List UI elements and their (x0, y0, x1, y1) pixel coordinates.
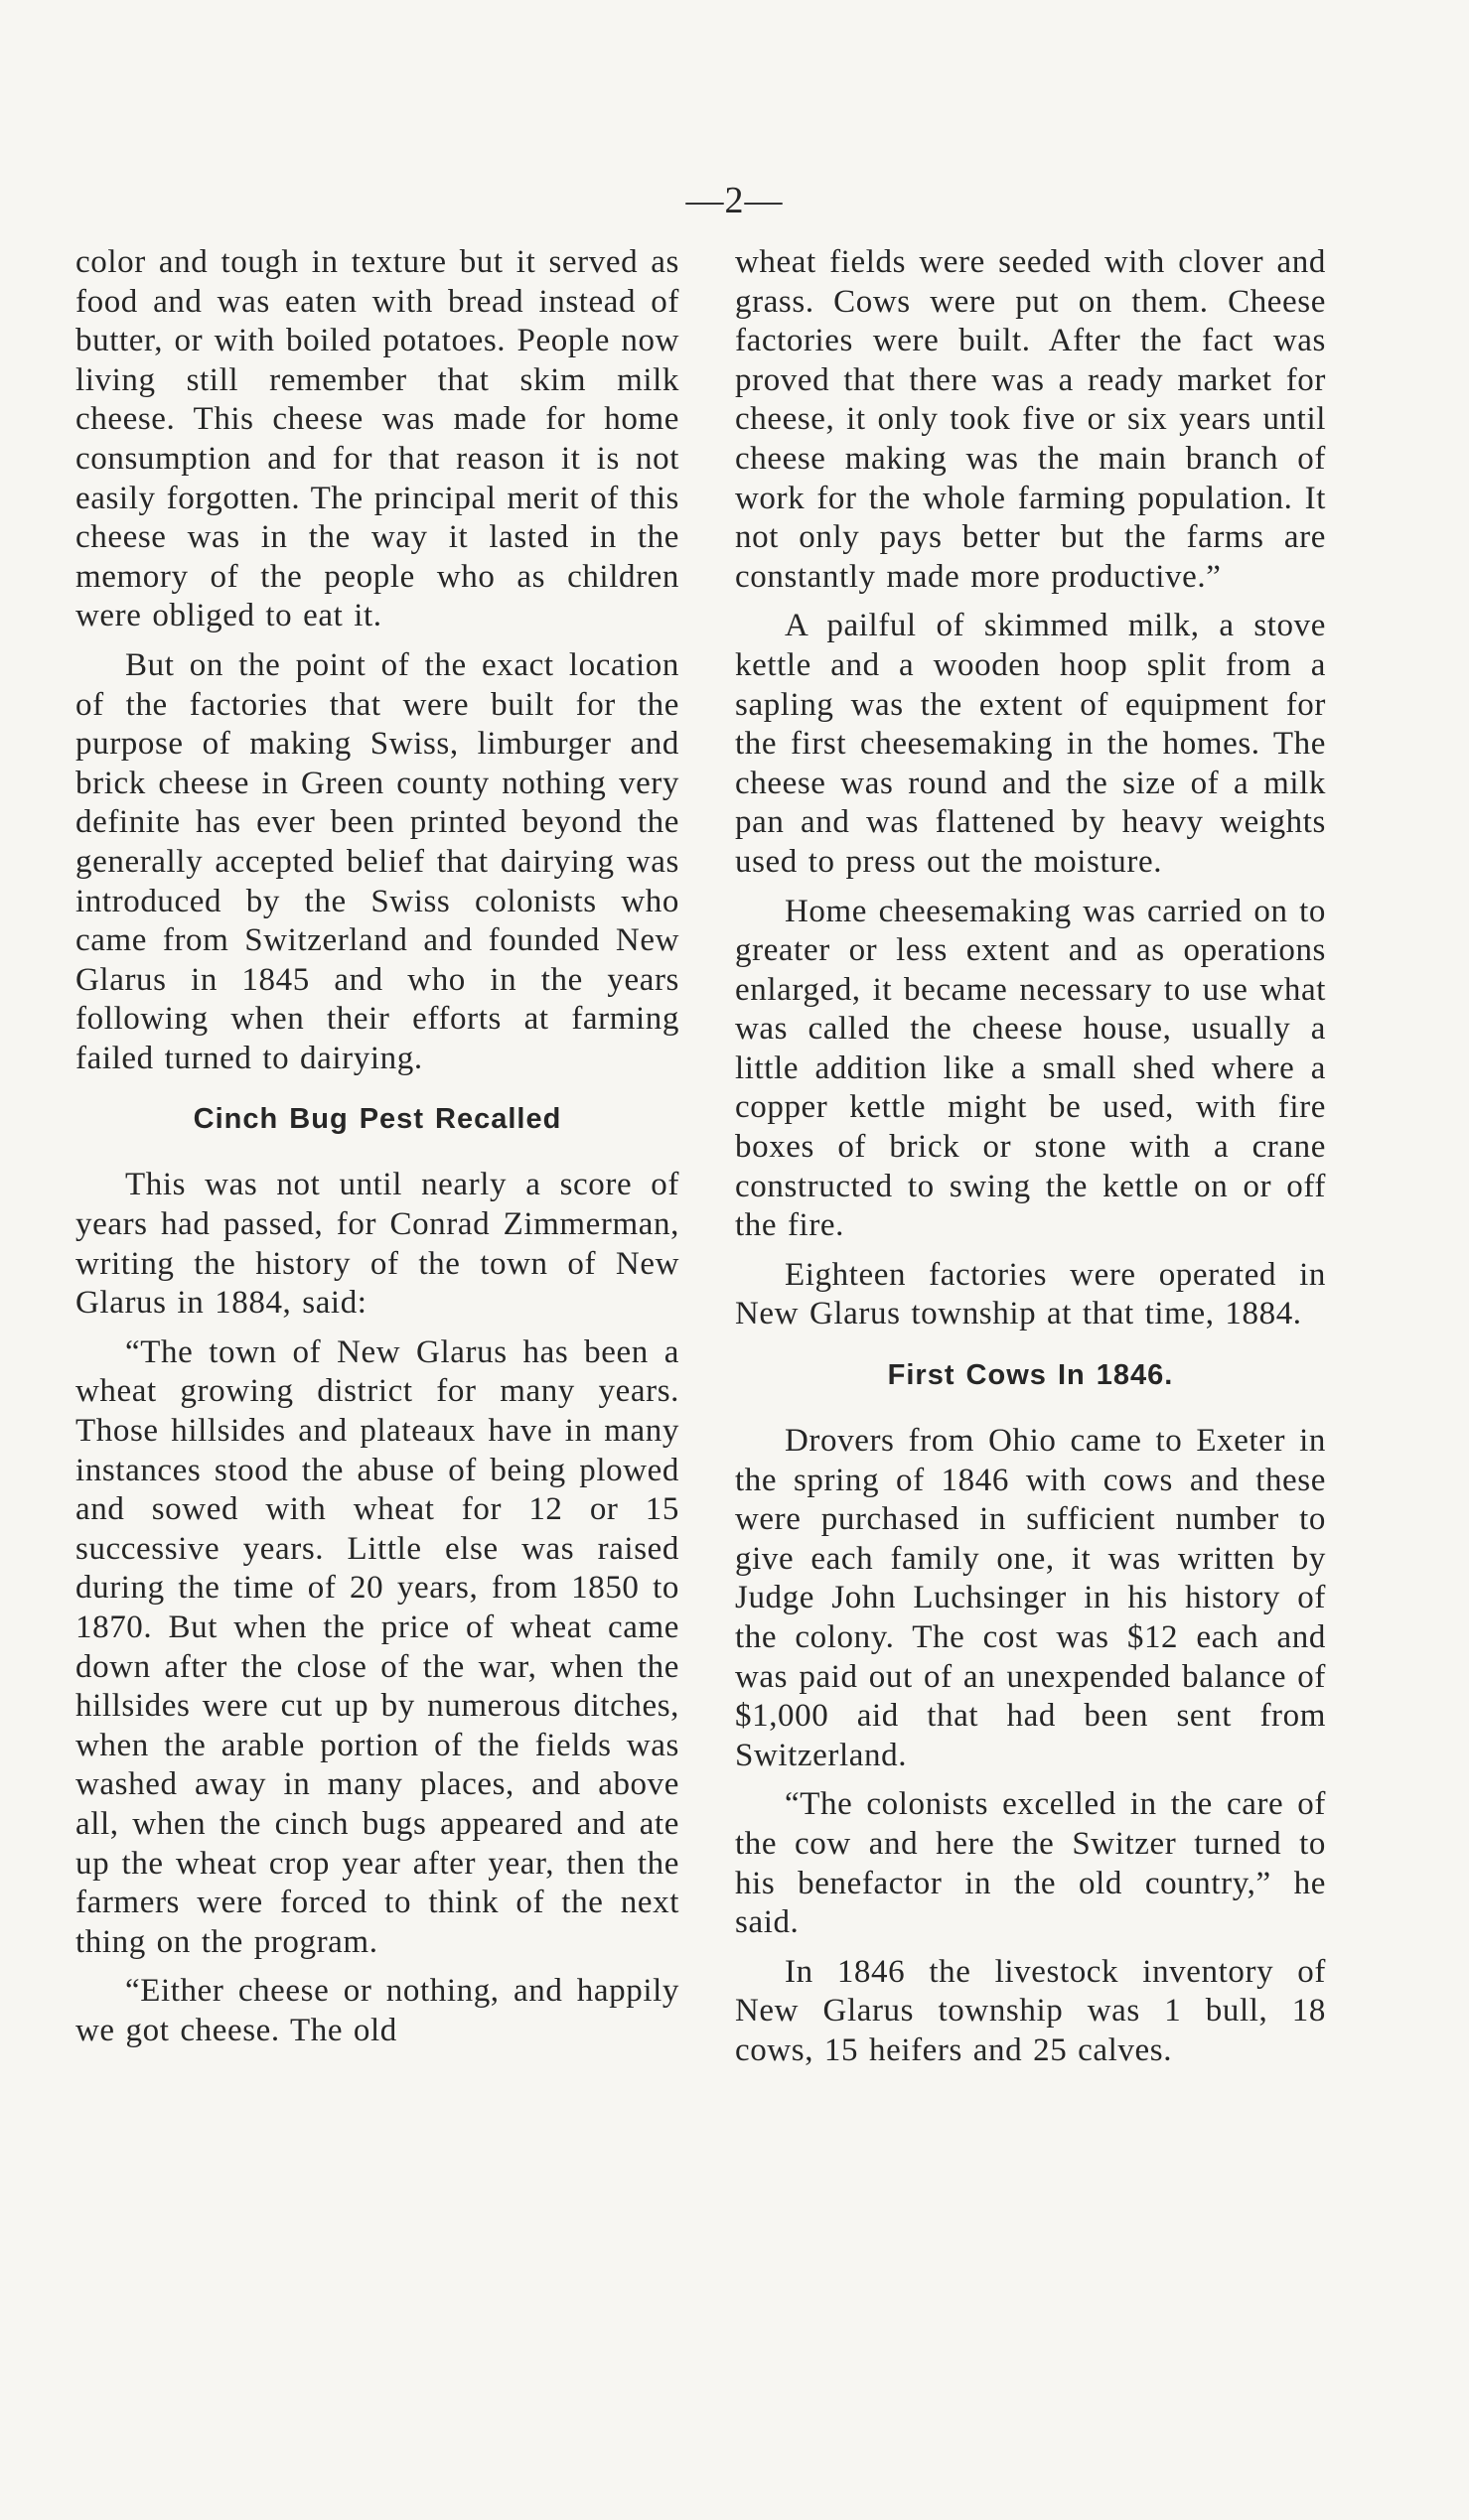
paragraph: “The colonists excelled in the care of the cow and here the Switzer turned to his benefactor in the old country,” he said. (735, 1786, 1326, 1941)
paragraph: This was not until nearly a score of years had passed, for Conrad Zimmerman, writing the history of the town of New Glarus in 1884, said: (75, 1167, 679, 1322)
paragraph: “Either cheese or nothing, and happily we got cheese. The old (75, 1973, 679, 2048)
paragraph: Drovers from Ohio came to Exeter in the spring of 1846 with cows and these were purchased in sufficient number to give each family one, it was written by Judge John Luchsinger in his history of the colony. The cost was $12 each and was paid out of an unexpended balance of $1,000 aid that had been sent from Switzerland. (735, 1423, 1326, 1773)
page-number: —2— (685, 180, 784, 221)
paragraph: In 1846 the livestock inventory of New Glarus township was 1 bull, 18 cows, 15 heifers and 25 calves. (735, 1953, 1326, 2068)
right-column (735, 243, 1326, 2071)
paragraph: color and tough in texture but it served as food and was eaten with bread instead of butter, or with boiled potatoes. People now living still remember that skim milk cheese. This cheese was made for home consumption and for that reason it is not easily forgotten. The principal merit of this cheese was in the way it lasted in the memory of the people who as children were obliged to eat it. (75, 244, 679, 634)
paragraph: A pailful of skimmed milk, a stove kettle and a wooden hoop split from a sapling was the extent of equipment for the first cheesemaking in the homes. The cheese was round and the size of a milk pan and was flattened by heavy weights used to press out the moisture. (735, 608, 1326, 880)
left-column (75, 243, 679, 2051)
paragraph: wheat fields were seeded with clover and grass. Cows were put on them. Cheese factories were built. After the fact was proved that there was a ready market for cheese, it only took five or six years until cheese making was the main branch of work for the whole farming population. It not only pays better but the farms are constantly made more productive.” (735, 244, 1326, 595)
section-heading-cinch-bug: Cinch Bug Pest Recalled (193, 1103, 562, 1136)
paragraph: Home cheesemaking was carried on to greater or less extent and as operations enlarged, it became necessary to use what was called the cheese house, usually a little addition like a small shed where a copper kettle might be used, with fire boxes of brick or stone with a crane constructed to swing the kettle on or off the fire. (735, 893, 1326, 1244)
section-heading-first-cows: First Cows In 1846. (887, 1359, 1174, 1392)
paragraph: But on the point of the exact location of the factories that were built for the purpose of making Swiss, limburger and brick cheese in Green county nothing very definite has ever been printed beyond the generally accepted belief that dairying was introduced by the Swiss colonists who came from Switzerland and founded New Glarus in 1845 and who in the years following when their efforts at farming failed turned to dairying. (75, 646, 679, 1076)
paragraph: “The town of New Glarus has been a wheat growing district for many years. Those hillsides and plateaux have in many instances stood the abuse of being plowed and sowed with wheat for 12 or 15 successive years. Little else was raised during the time of 20 years, from 1850 to 1870. But when the price of wheat came down after the close of the war, when the hillsides were cut up by numerous ditches, when the arable portion of the fields was washed away in many places, and above all, when the cinch bugs appeared and ate up the wheat crop year after year, then the farmers were forced to think of the next thing on the program. (75, 1333, 679, 1960)
paragraph: Eighteen factories were operated in New Glarus township at that time, 1884. (735, 1256, 1326, 1332)
